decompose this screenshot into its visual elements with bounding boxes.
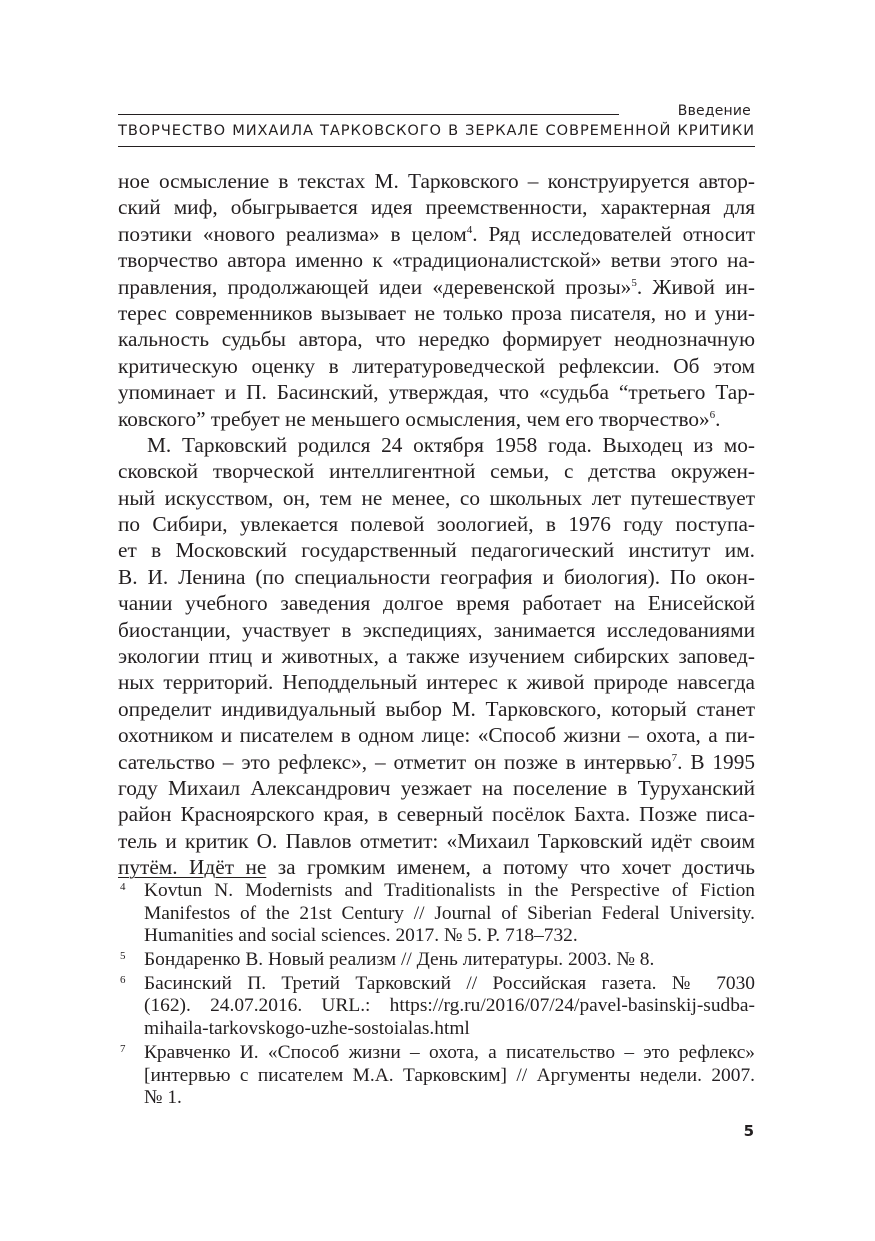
page-number: 5 (743, 1122, 754, 1140)
text-fragment: . (715, 406, 721, 431)
text-line: ский миф, обыгрывается идея преемственности, характерная для (118, 195, 755, 220)
text-line: охотником и писателем в одном лице: «Способ жизни – охота, а пи- (118, 723, 755, 748)
footnote-line: Бондаренко В. Новый реализм // День литературы. 2003. № 8. (144, 949, 655, 971)
footnote-number: 4 (120, 881, 126, 893)
text-line (118, 221, 755, 247)
text-fragment: сательство – это рефлекс», – отметит он позже в интервью (118, 749, 672, 774)
text-line: ное осмысление в текстах М. Тарковского – конструируется автор- (118, 169, 755, 193)
footnote-line: (162). 24.07.2016. URL.: https://rg.ru/2016/07/24/pavel-basinskij-sudba- (144, 995, 755, 1017)
text-line: творчество автора именно к «традиционалистской» ветви этого на- (118, 248, 755, 273)
text-line: году Михаил Александрович уезжает на поселение в Туруханский (118, 775, 755, 800)
text-line: сковской творческой интеллигентной семьи, с детства окружен- (118, 459, 755, 484)
text-line: тель и критик О. Павлов отметит: «Михаил Тарковский идёт своим (118, 828, 755, 853)
text-line: чании учебного заведения долгое время работает на Енисейской (118, 591, 755, 616)
footnote-line: mihaila-tarkovskogo-uzhe-sostoialas.html (144, 1018, 470, 1040)
text-fragment: . В 1995 (677, 749, 755, 774)
footnote-ref[interactable]: 5 (631, 276, 637, 289)
footnote-ref[interactable]: 6 (709, 408, 716, 421)
text-line (118, 406, 755, 432)
text-fragment: поэтики «нового реализма» в целом (118, 221, 467, 246)
text-line: М. Тарковский родился 24 октября 1958 года. Выходец из мо- (147, 432, 755, 457)
body-text (118, 168, 755, 881)
header-bottom-rule (118, 146, 755, 147)
text-line: упоминает и П. Басинский, утверждая, что «судьба “третьего Тар- (118, 380, 755, 405)
underlined-text: путём. Идёт не (118, 855, 267, 880)
text-line: экологии птиц и животных, а также изучением сибирских заповед- (118, 644, 755, 669)
text-line: кальность судьбы автора, что нередко формирует неоднозначную (118, 327, 755, 352)
header-top-rule (118, 114, 619, 115)
footnote-number: 7 (120, 1042, 126, 1055)
text-line: по Сибири, увлекается полевой зоологией, в 1976 году поступа- (118, 512, 755, 537)
text-fragment: . Ряд исследователей относит (472, 221, 755, 246)
footnote-6 (118, 973, 755, 1041)
footnote-line: № 1. (144, 1087, 182, 1109)
footnote-line: Kovtun N. Modernists and Traditionalists in the Perspective of Fiction (144, 880, 755, 901)
footnote-line: [интервью с писателем М.А. Тарковским] // Аргументы недели. 2007. (144, 1064, 755, 1086)
footnote-line: Humanities and social sciences. 2017. № 5. P. 718–732. (144, 925, 578, 947)
running-head-title: ТВОРЧЕСТВО МИХАИЛА ТАРКОВСКОГО В ЗЕРКАЛЕ СОВРЕМЕННОЙ КРИТИКИ (118, 122, 755, 139)
text-fragment: ковского” требует не меньшего осмысления, чем его творчество» (118, 406, 710, 431)
footnote-line: Басинский П. Третий Тарковский // Российская газета. № 7030 (144, 972, 755, 994)
text-line: ет в Московский государственный педагогический институт им. (118, 538, 755, 563)
text-line (118, 854, 755, 880)
paragraph-1 (118, 168, 755, 432)
text-line: В. И. Ленина (по специальности география и биология). По окон- (118, 564, 755, 589)
footnote-line: Кравченко И. «Способ жизни – охота, а писательство – это рефлекс» (144, 1041, 755, 1063)
running-head-section: Введение (677, 103, 751, 119)
text-line: ный искусством, он, тем не менее, со школьных лет путешествует (118, 485, 755, 510)
text-line: определит индивидуальный выбор М. Тарковского, который станет (118, 696, 755, 721)
footnote-line: Manifestos of the 21st Century // Journal of Siberian Federal University. (144, 902, 755, 924)
text-line (118, 274, 755, 300)
text-line: биостанции, участвует в экспедициях, занимается исследованиями (118, 617, 755, 642)
text-line: терес современников вызывает не только проза писателя, но и уни- (118, 300, 755, 325)
text-fragment: правления, продолжающей идеи «деревенской прозы» (118, 274, 632, 299)
footnote-number: 5 (120, 950, 126, 963)
footnotes (118, 880, 755, 1111)
text-fragment: за громким именем, а потому что хочет достичь (266, 855, 755, 880)
footnote-ref[interactable]: 7 (671, 751, 678, 764)
footnote-5 (118, 949, 755, 972)
footnote-4 (118, 880, 755, 948)
paragraph-2 (118, 432, 755, 881)
text-line: ных территорий. Неподдельный интерес к живой природе навсегда (118, 670, 755, 695)
footnote-7 (118, 1042, 755, 1110)
text-fragment: . Живой ин- (636, 274, 755, 299)
text-line: район Красноярского края, в северный посёлок Бахта. Позже писа- (118, 802, 755, 827)
footnote-ref[interactable]: 4 (466, 223, 473, 236)
footnote-number: 6 (120, 973, 126, 986)
text-line (118, 749, 755, 775)
text-line: критическую оценку в литературоведческой рефлексии. Об этом (118, 353, 755, 378)
